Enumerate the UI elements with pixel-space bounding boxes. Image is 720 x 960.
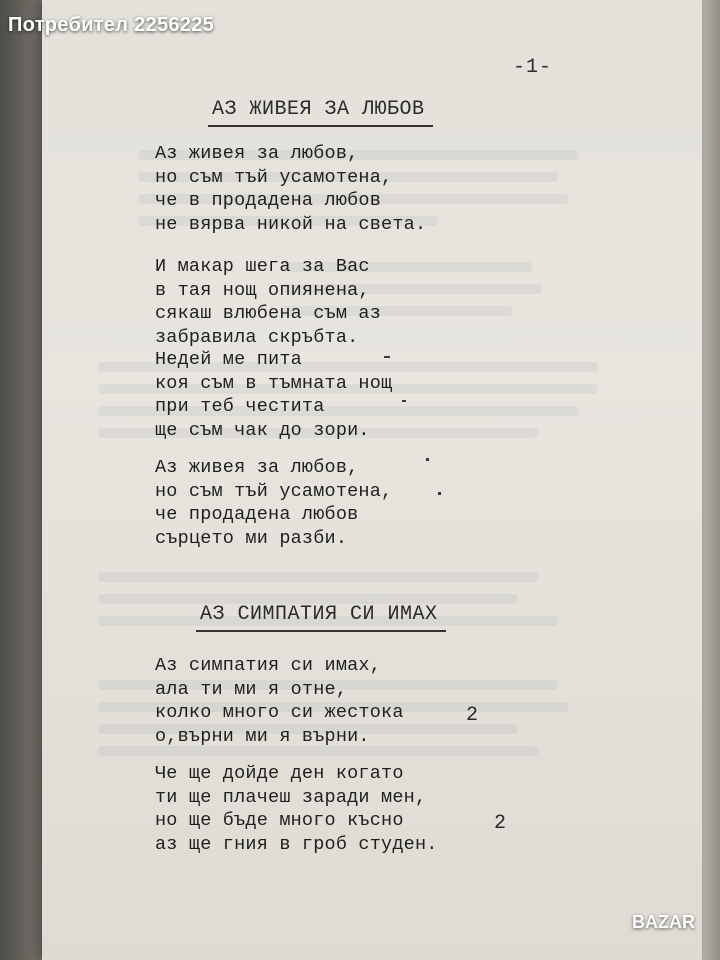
title-underline	[196, 630, 446, 632]
verse-line: ще съм чак до зори.	[155, 419, 370, 441]
stanza	[155, 762, 438, 856]
verse-line: но съм тъй усамотена,	[155, 480, 393, 502]
desk-background-left	[0, 0, 42, 960]
verse-line: сякаш влюбена съм аз	[155, 303, 382, 324]
stanza	[155, 348, 392, 442]
verse-line: сърцето ми разби.	[155, 527, 348, 549]
poem-title	[200, 603, 438, 626]
verse-line: в тая нощ опиянена,	[155, 279, 370, 301]
ink-speck	[426, 458, 429, 461]
ink-speck	[402, 400, 406, 402]
verse-line: ти ще плачеш заради мен,	[155, 786, 427, 808]
seller-watermark: Потребител 2256225	[8, 14, 215, 36]
stanza	[155, 255, 381, 349]
verse-line: Аз симпатия си имах,	[155, 655, 382, 676]
verse-line: Че ще дойде ден когато	[155, 763, 404, 784]
verse-line: Недей ме пита	[155, 349, 302, 370]
verse-line: че в продадена любов	[155, 190, 382, 211]
verse-line: Аз живея за любов,	[155, 143, 359, 164]
verse-line: коя съм в тъмната нощ	[155, 372, 393, 394]
margin-repeat-mark: 2	[466, 704, 479, 727]
verse-line: аз ще гния в гроб студен.	[155, 833, 438, 855]
stanza	[155, 654, 404, 748]
verse-line: о,върни ми я върни.	[155, 725, 370, 747]
verse-line: при теб честита	[155, 396, 325, 417]
verse-line: И макар шега за Вас	[155, 256, 370, 277]
verse-line: Аз живея за любов,	[155, 457, 359, 478]
verse-line: не вярва никой на света.	[155, 213, 427, 235]
stanza	[155, 456, 392, 550]
margin-repeat-mark: 2	[494, 812, 507, 835]
poem-title-text: АЗ ЖИВЕЯ ЗА ЛЮБОВ	[212, 98, 425, 121]
poem-title	[212, 98, 425, 121]
verse-line: забравила скръбта.	[155, 326, 359, 348]
title-underline	[208, 125, 433, 127]
page-number: -1-	[513, 56, 553, 79]
ink-speck	[384, 356, 390, 358]
verse-line: но ще бъде много късно	[155, 810, 404, 831]
verse-line: ала ти ми я отне,	[155, 678, 348, 700]
poem-title-text: АЗ СИМПАТИЯ СИ ИМАХ	[200, 603, 438, 626]
verse-line: че продадена любов	[155, 504, 359, 525]
verse-line: но съм тъй усамотена,	[155, 166, 393, 188]
stanza	[155, 142, 426, 236]
bazar-logo: BAZAR	[632, 912, 695, 932]
verse-line: колко много си жестока	[155, 702, 404, 723]
ink-speck	[438, 492, 441, 495]
